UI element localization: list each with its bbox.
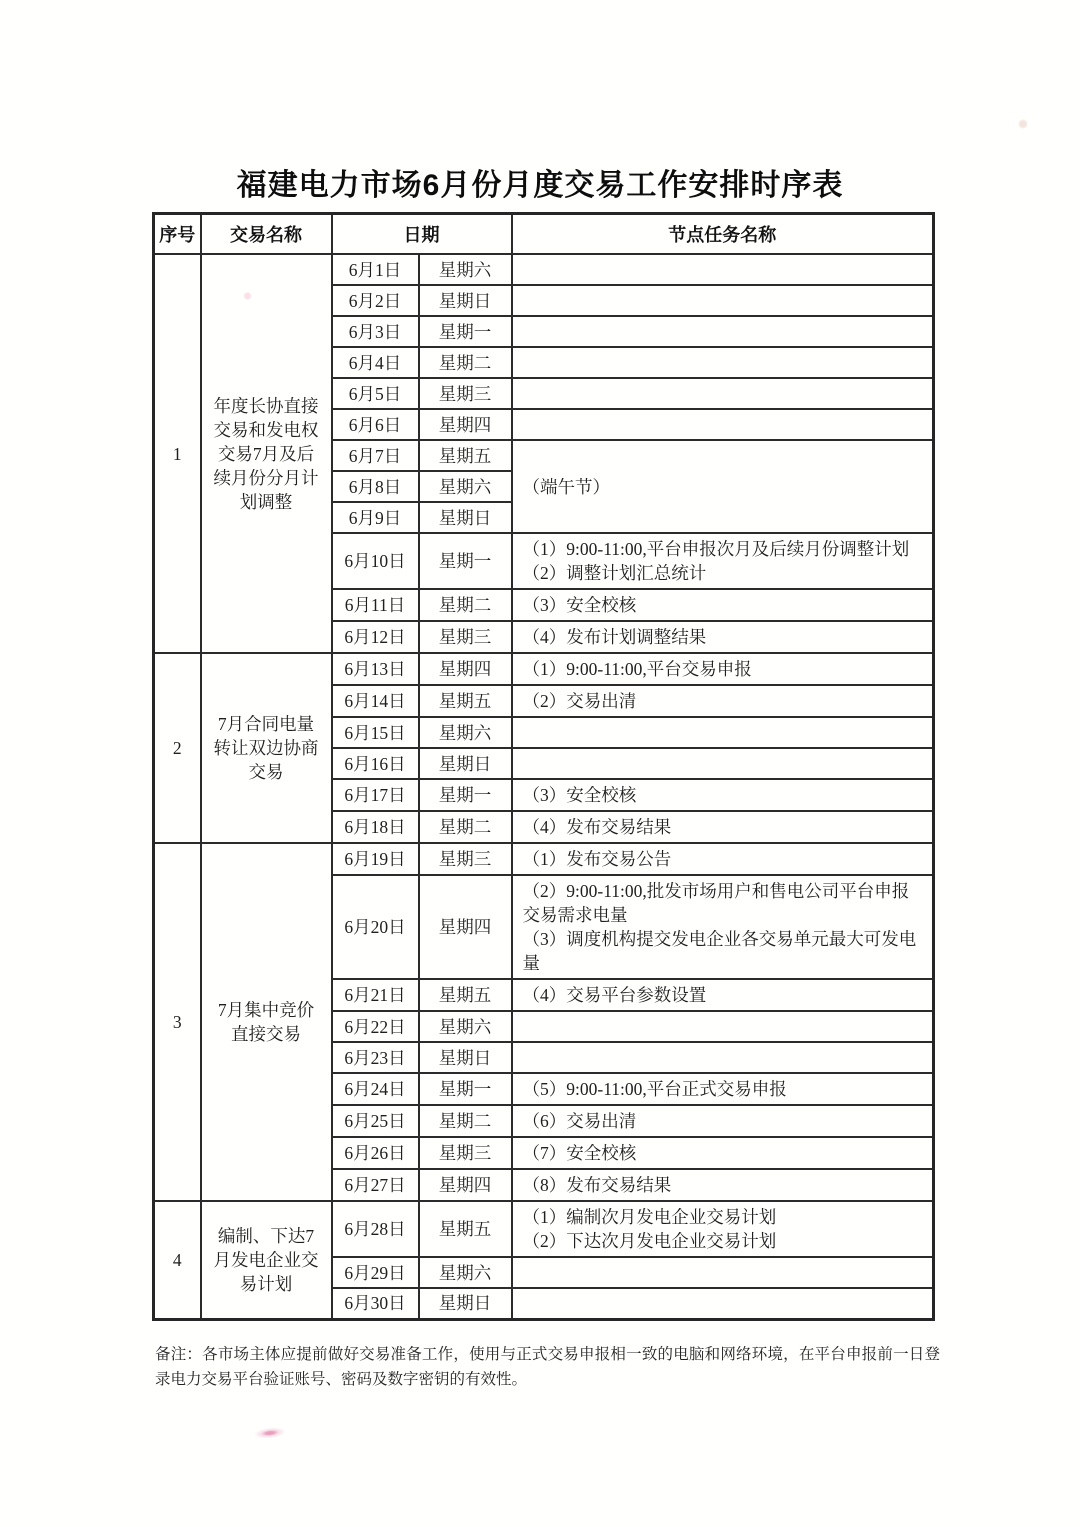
weekday-cell: 星期四	[419, 875, 512, 979]
weekday-cell: 星期四	[419, 653, 512, 685]
weekday-cell: 星期二	[419, 811, 512, 843]
table-row	[154, 843, 934, 875]
date-cell: 6月4日	[332, 347, 419, 378]
date-cell: 6月10日	[332, 533, 419, 589]
weekday-cell: 星期一	[419, 779, 512, 811]
date-cell: 6月16日	[332, 748, 419, 779]
task-cell	[512, 653, 934, 685]
task-line: （2）调整计划汇总统计	[522, 563, 707, 583]
task-cell	[512, 843, 934, 875]
task-line: （端午节）	[522, 476, 610, 497]
task-cell	[512, 347, 934, 378]
header-row	[154, 214, 934, 255]
task-cell	[512, 1137, 934, 1169]
group-index-cell: 4	[154, 1201, 201, 1319]
header-transaction-name: 交易名称	[201, 214, 332, 255]
date-cell: 6月19日	[332, 843, 419, 875]
weekday-cell: 星期三	[419, 378, 512, 409]
header-index: 序号	[154, 214, 201, 255]
weekday-cell: 星期六	[419, 1257, 512, 1288]
schedule-table-body	[154, 254, 934, 1319]
weekday-cell: 星期一	[419, 316, 512, 347]
date-cell: 6月27日	[332, 1169, 419, 1201]
weekday-cell: 星期五	[419, 1201, 512, 1257]
task-cell	[512, 1011, 934, 1042]
weekday-cell: 星期六	[419, 1011, 512, 1042]
weekday-cell: 星期四	[419, 409, 512, 440]
task-line: （4）交易平台参数设置	[522, 985, 707, 1005]
weekday-cell: 星期日	[419, 1288, 512, 1319]
weekday-cell: 星期三	[419, 621, 512, 653]
date-cell: 6月30日	[332, 1288, 419, 1319]
task-cell	[512, 979, 934, 1011]
group-name-cell: 编制、下达7月发电企业交易计划	[201, 1201, 332, 1319]
task-line: （1）编制次月发电企业交易计划	[522, 1207, 777, 1227]
weekday-cell: 星期三	[419, 843, 512, 875]
task-line: （7）安全校核	[522, 1143, 637, 1163]
group-index-cell: 3	[154, 843, 201, 1201]
task-cell	[512, 409, 934, 440]
task-cell	[512, 285, 934, 316]
date-cell: 6月8日	[332, 471, 419, 502]
weekday-cell: 星期一	[419, 533, 512, 589]
task-line: （4）发布计划调整结果	[522, 627, 707, 647]
header-task-name: 节点任务名称	[512, 214, 934, 255]
task-cell	[512, 621, 934, 653]
date-cell: 6月1日	[332, 254, 419, 285]
task-cell	[512, 1288, 934, 1319]
schedule-table	[152, 212, 935, 1321]
task-cell	[512, 717, 934, 748]
task-cell	[512, 779, 934, 811]
task-cell	[512, 748, 934, 779]
date-cell: 6月9日	[332, 502, 419, 533]
weekday-cell: 星期四	[419, 1169, 512, 1201]
page-title: 福建电力市场6月份月度交易工作安排时序表	[236, 169, 844, 202]
group-index-cell: 1	[154, 254, 201, 653]
date-cell: 6月26日	[332, 1137, 419, 1169]
task-cell	[512, 685, 934, 717]
task-cell	[512, 1042, 934, 1073]
weekday-cell: 星期五	[419, 440, 512, 471]
weekday-cell: 星期日	[419, 1042, 512, 1073]
date-cell: 6月28日	[332, 1201, 419, 1257]
task-line: （1）9:00-11:00,平台交易申报	[522, 659, 752, 679]
task-line: （1）发布交易公告	[522, 849, 672, 869]
task-line: （4）发布交易结果	[522, 817, 672, 837]
weekday-cell: 星期日	[419, 502, 512, 533]
weekday-cell: 星期五	[419, 685, 512, 717]
date-cell: 6月3日	[332, 316, 419, 347]
header-date: 日期	[332, 214, 512, 255]
weekday-cell: 星期日	[419, 285, 512, 316]
weekday-cell: 星期六	[419, 254, 512, 285]
task-cell	[512, 1105, 934, 1137]
task-cell	[512, 589, 934, 621]
date-cell: 6月17日	[332, 779, 419, 811]
date-cell: 6月12日	[332, 621, 419, 653]
task-cell	[512, 875, 934, 979]
scan-artifact-dot	[1018, 119, 1028, 129]
weekday-cell: 星期六	[419, 717, 512, 748]
date-cell: 6月11日	[332, 589, 419, 621]
date-cell: 6月23日	[332, 1042, 419, 1073]
task-cell	[512, 1073, 934, 1105]
date-cell: 6月15日	[332, 717, 419, 748]
task-cell	[512, 1201, 934, 1257]
task-cell	[512, 254, 934, 285]
scan-artifact-smudge	[255, 1426, 286, 1439]
table-row	[154, 653, 934, 685]
weekday-cell: 星期二	[419, 347, 512, 378]
task-cell	[512, 533, 934, 589]
task-line: （6）交易出清	[522, 1111, 637, 1131]
task-line: （3）安全校核	[522, 785, 637, 805]
task-line: （3）调度机构提交发电企业各交易单元最大可发电量	[522, 929, 917, 973]
footer-note: 备注：各市场主体应提前做好交易准备工作，使用与正式交易申报相一致的电脑和网络环境，在平台申报前一日登录电力交易平台验证账号、密码及数字密钥的有效性。	[155, 1346, 940, 1388]
group-name-cell: 7月集中竞价直接交易	[201, 843, 332, 1201]
table-row	[154, 254, 934, 285]
table-row	[154, 1201, 934, 1257]
task-line: （3）安全校核	[522, 595, 637, 615]
task-line: （2）下达次月发电企业交易计划	[522, 1231, 777, 1251]
date-cell: 6月20日	[332, 875, 419, 979]
date-cell: 6月29日	[332, 1257, 419, 1288]
weekday-cell: 星期一	[419, 1073, 512, 1105]
task-cell	[512, 1257, 934, 1288]
task-line: （8）发布交易结果	[522, 1175, 672, 1195]
task-cell	[512, 378, 934, 409]
task-line: （2）交易出清	[522, 691, 637, 711]
task-cell	[512, 1169, 934, 1201]
task-cell	[512, 316, 934, 347]
date-cell: 6月5日	[332, 378, 419, 409]
weekday-cell: 星期日	[419, 748, 512, 779]
group-name-cell: 7月合同电量转让双边协商交易	[201, 653, 332, 843]
date-cell: 6月25日	[332, 1105, 419, 1137]
task-cell	[512, 440, 934, 533]
weekday-cell: 星期五	[419, 979, 512, 1011]
group-name-cell: 年度长协直接交易和发电权交易7月及后续月份分月计划调整	[201, 254, 332, 653]
date-cell: 6月24日	[332, 1073, 419, 1105]
date-cell: 6月21日	[332, 979, 419, 1011]
weekday-cell: 星期二	[419, 1105, 512, 1137]
date-cell: 6月6日	[332, 409, 419, 440]
task-line: （2）9:00-11:00,批发市场用户和售电公司平台申报交易需求电量	[522, 881, 910, 925]
date-cell: 6月18日	[332, 811, 419, 843]
group-index-cell: 2	[154, 653, 201, 843]
task-line: （5）9:00-11:00,平台正式交易申报	[522, 1079, 787, 1099]
weekday-cell: 星期六	[419, 471, 512, 502]
task-cell	[512, 811, 934, 843]
date-cell: 6月2日	[332, 285, 419, 316]
weekday-cell: 星期三	[419, 1137, 512, 1169]
date-cell: 6月14日	[332, 685, 419, 717]
weekday-cell: 星期二	[419, 589, 512, 621]
task-line: （1）9:00-11:00,平台申报次月及后续月份调整计划	[522, 539, 910, 559]
date-cell: 6月13日	[332, 653, 419, 685]
date-cell: 6月22日	[332, 1011, 419, 1042]
date-cell: 6月7日	[332, 440, 419, 471]
